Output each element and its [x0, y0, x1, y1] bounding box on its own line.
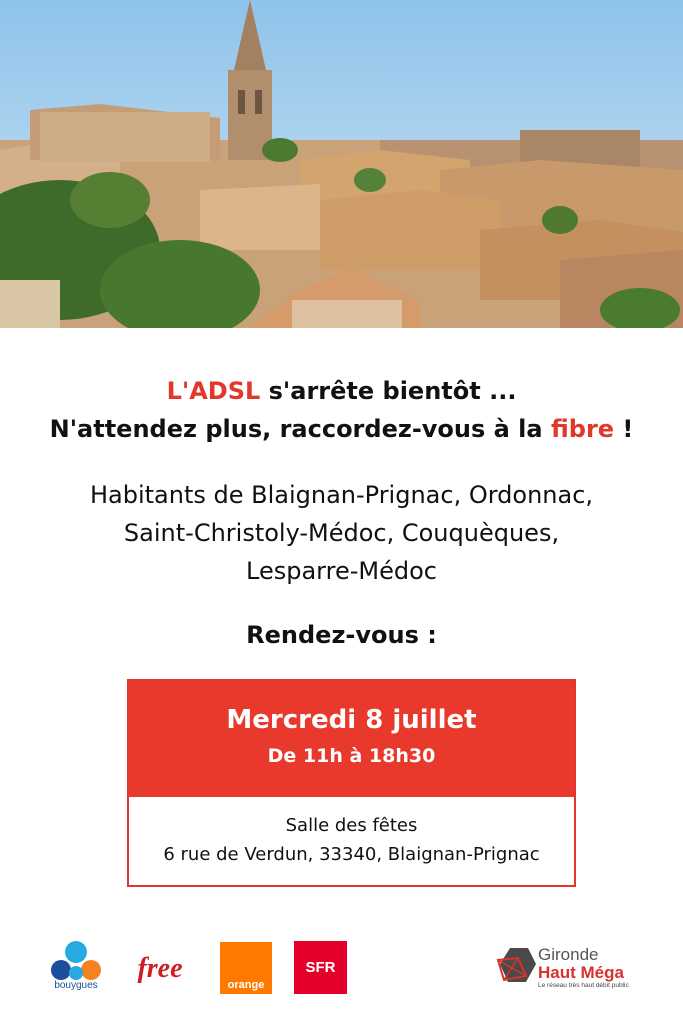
orange-logo	[220, 942, 272, 994]
headline-line-2	[0, 410, 683, 448]
inhabitants-line-2: Saint-Christoly-Médoc, Couquèques,	[123, 519, 560, 547]
orange-wordmark: orange	[227, 979, 265, 991]
inhabitants-line-1: Habitants de Blaignan-Prignac, Ordonnac,	[89, 481, 594, 509]
event-address: 6 rue de Verdun, 33340, Blaignan-Prignac	[163, 844, 540, 865]
free-wordmark: free	[137, 953, 183, 984]
gironde-line-2: Haut Méga	[538, 963, 624, 982]
bouygues-bubbles-icon	[46, 940, 106, 982]
event-box	[127, 679, 576, 887]
inhabitants-text	[0, 476, 683, 590]
event-time: De 11h à 18h30	[267, 745, 436, 767]
gironde-haut-mega-logo	[496, 944, 646, 994]
event-date: Mercredi 8 juillet	[226, 705, 477, 735]
event-venue: Salle des fêtes	[285, 815, 418, 836]
sfr-logo	[294, 941, 347, 994]
gironde-hexagon-icon	[496, 946, 536, 986]
village-illustration	[0, 0, 683, 328]
rendezvous-heading: Rendez-vous :	[246, 621, 437, 649]
headline-line-2-start: N'attendez plus, raccordez-vous à la	[49, 415, 551, 443]
event-header	[129, 681, 574, 797]
gironde-line-1: Gironde	[538, 945, 599, 964]
bouygues-logo	[46, 940, 106, 996]
headline-line-1-rest: s'arrête bientôt ...	[260, 377, 517, 405]
gironde-tagline: Le réseau très haut débit public	[538, 982, 629, 989]
sfr-wordmark: SFR	[305, 959, 336, 976]
free-wordmark-icon	[122, 948, 198, 988]
headline-line-2-end: !	[614, 415, 634, 443]
free-logo	[122, 948, 198, 988]
headline	[0, 372, 683, 448]
fibre-word: fibre	[550, 415, 615, 443]
adsl-word: L'ADSL	[166, 377, 261, 405]
headline-line-1	[0, 372, 683, 410]
event-location	[129, 797, 574, 869]
hero-photo	[0, 0, 683, 328]
inhabitants-line-3: Lesparre-Médoc	[246, 557, 437, 585]
bouygues-wordmark: bouygues	[54, 980, 98, 991]
